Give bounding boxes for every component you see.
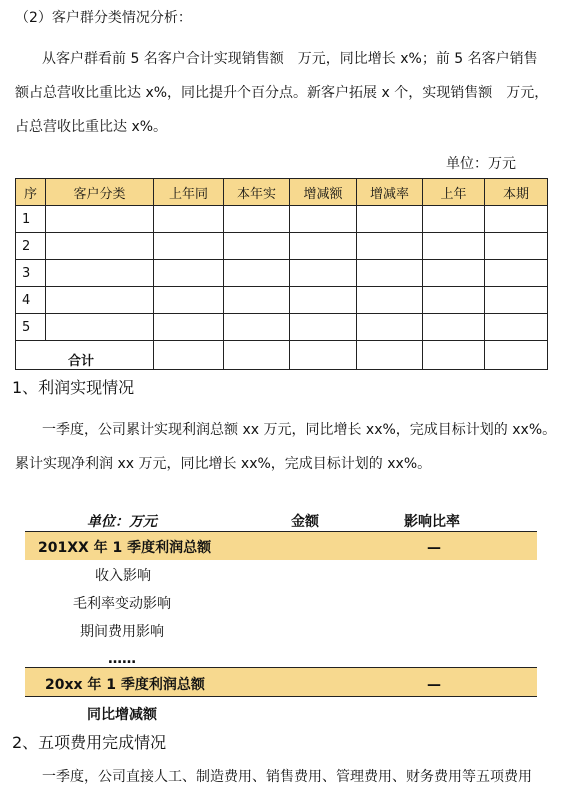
impact-item: 毛利率变动影响 (73, 596, 171, 612)
section-subheading: （2）客户群分类情况分析： (15, 10, 192, 26)
row-index: 3 (16, 260, 46, 287)
paragraph-line: 累计实现净利润 xx 万元，同比增长 xx%，完成目标计划的 xx%。 (15, 456, 432, 472)
table2-ratio-header: 影响比率 (404, 514, 460, 530)
paragraph-line: 占总营收比重比达 x%。 (15, 119, 168, 135)
table-row (16, 314, 548, 341)
impact-item: 期间费用影响 (80, 624, 164, 640)
table2-amount-header: 金额 (291, 514, 319, 530)
row-index: 1 (16, 206, 46, 233)
header-cell: 增减率 (357, 179, 423, 206)
ellipsis: …… (108, 651, 136, 667)
row-ratio: — (427, 540, 441, 556)
header-cell: 本期 (485, 179, 548, 206)
table-row (16, 287, 548, 314)
row-index: 4 (16, 287, 46, 314)
table-header-row (16, 179, 548, 206)
row-index: 5 (16, 314, 46, 341)
header-cell: 客户分类 (46, 179, 154, 206)
table2-unit-header: 单位：万元 (87, 514, 157, 530)
section-title: 2、五项费用完成情况 (12, 733, 167, 752)
yoy-label: 同比增减额 (87, 707, 157, 723)
header-cell: 上年同 (154, 179, 224, 206)
table-row (16, 233, 548, 260)
header-cell: 序 (16, 179, 46, 206)
customer-table (15, 178, 548, 370)
table-total-row (16, 341, 548, 370)
row-ratio: — (427, 677, 441, 693)
total-label: 合计 (16, 341, 154, 370)
row-label: 201XX 年 1 季度利润总额 (38, 540, 212, 556)
table-row (16, 206, 548, 233)
paragraph-line: 一季度，公司直接人工、制造费用、销售费用、管理费用、财务费用等五项费用 (42, 769, 532, 785)
section-title: 1、利润实现情况 (12, 378, 135, 397)
table-unit: 单位：万元 (446, 156, 516, 172)
divider (25, 696, 537, 697)
impact-item: 收入影响 (95, 568, 151, 584)
paragraph-line: 额占总营收比重比达 x%，同比提升个百分点。新客户拓展 x 个，实现销售额 万元， (15, 85, 549, 101)
row-index: 2 (16, 233, 46, 260)
table-row (16, 260, 548, 287)
header-cell: 增减额 (290, 179, 357, 206)
paragraph-line: 从客户群看前 5 名客户合计实现销售额 万元，同比增长 x%；前 5 名客户销售 (42, 51, 538, 67)
row-label: 20xx 年 1 季度利润总额 (45, 677, 205, 693)
paragraph-line: 一季度，公司累计实现利润总额 xx 万元，同比增长 xx%，完成目标计划的 xx%。 (42, 422, 557, 438)
header-cell: 本年实 (224, 179, 290, 206)
header-cell: 上年 (423, 179, 485, 206)
